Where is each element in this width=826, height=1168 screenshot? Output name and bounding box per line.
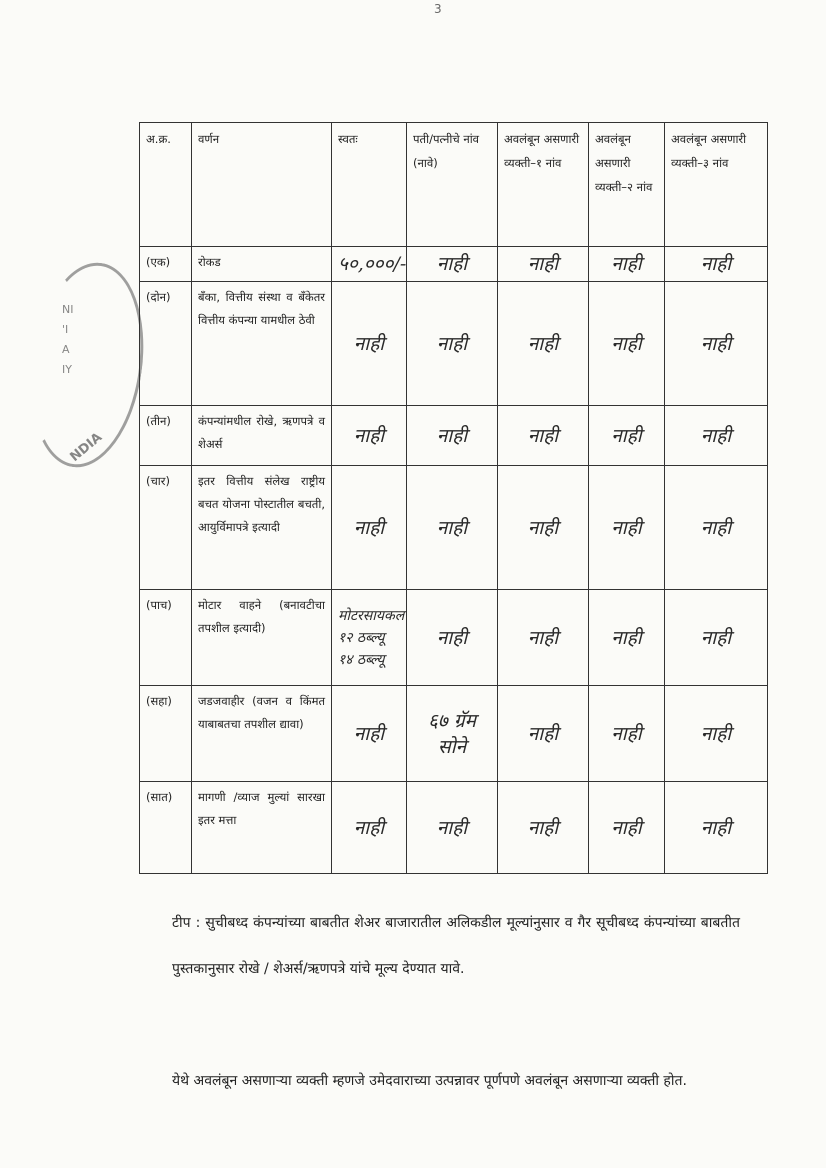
footnote-dependents: येथे अवलंबून असणाऱ्या व्यक्ती म्हणजे उमेदवाराच्या उत्पन्नावर पूर्णपणे अवलंबून असणाऱ्या व्यक्ती होत. xyxy=(172,1073,687,1089)
row-self-value: नाही xyxy=(332,782,407,874)
header-self: स्वतः xyxy=(332,123,407,247)
row-dependent-2-value: नाही xyxy=(589,590,665,686)
row-self-value: नाही xyxy=(332,406,407,466)
row-dependent-3-value: नाही xyxy=(665,247,768,282)
row-description: मोटार वाहने (बनावटीचा तपशील इत्यादी) xyxy=(192,590,332,686)
row-dependent-1-value: नाही xyxy=(498,282,589,406)
table-body xyxy=(140,247,768,874)
row-dependent-2-value: नाही xyxy=(589,282,665,406)
row-dependent-2-value: नाही xyxy=(589,686,665,782)
table-row xyxy=(140,466,768,590)
row-dependent-3-value: नाही xyxy=(665,782,768,874)
table-row xyxy=(140,247,768,282)
table-row xyxy=(140,590,768,686)
stamp-line: 'I xyxy=(62,323,69,336)
table-row xyxy=(140,782,768,874)
row-spouse-value: नाही xyxy=(407,247,498,282)
assets-table xyxy=(139,122,768,874)
row-dependent-1-value: नाही xyxy=(498,406,589,466)
footnote: टीप : सुचीबध्द कंपन्यांच्या बाबतीत शेअर बाजारातील अलिकडील मूल्यांनुसार व गैर सूचीबध्द कंपन्यांच्या बाबतीत पुस्तकानुसार रोखे / शेअर्स/ऋणपत्रे यांचे मूल्य देण्यात यावे. xyxy=(172,915,740,977)
row-dependent-2-value: नाही xyxy=(589,406,665,466)
row-description: रोकड xyxy=(192,247,332,282)
table-header-row xyxy=(140,123,768,247)
stamp-line: IY xyxy=(62,363,72,376)
row-spouse-value: नाही xyxy=(407,782,498,874)
row-dependent-1-value: नाही xyxy=(498,686,589,782)
row-spouse-value: ६७ ग्रॅम सोने xyxy=(407,686,498,782)
row-dependent-1-value: नाही xyxy=(498,590,589,686)
row-dependent-3-value: नाही xyxy=(665,466,768,590)
row-dependent-2-value: नाही xyxy=(589,466,665,590)
row-spouse-value: नाही xyxy=(407,406,498,466)
row-self-value: नाही xyxy=(332,282,407,406)
header-dependent-2: अवलंबून असणारी व्यक्ती–२ नांव xyxy=(589,123,665,247)
header-dependent-1: अवलंबून असणारी व्यक्ती–१ नांव xyxy=(498,123,589,247)
row-dependent-3-value: नाही xyxy=(665,406,768,466)
row-serial: (तीन) xyxy=(140,406,192,466)
row-dependent-1-value: नाही xyxy=(498,466,589,590)
row-dependent-2-value: नाही xyxy=(589,247,665,282)
header-description: वर्णन xyxy=(192,123,332,247)
header-spouse: पती/पत्नीचे नांव (नावे) xyxy=(407,123,498,247)
stamp-line: NI xyxy=(62,303,74,316)
row-spouse-value: नाही xyxy=(407,466,498,590)
row-dependent-3-value: नाही xyxy=(665,590,768,686)
row-serial: (पाच) xyxy=(140,590,192,686)
row-serial: (चार) xyxy=(140,466,192,590)
row-dependent-2-value: नाही xyxy=(589,782,665,874)
row-serial: (एक) xyxy=(140,247,192,282)
row-description: इतर वित्तीय संलेख राष्ट्रीय बचत योजना पोस्टातील बचती, आयुर्विमापत्रे इत्यादी xyxy=(192,466,332,590)
stamp-lines xyxy=(62,300,73,380)
table-row xyxy=(140,282,768,406)
row-spouse-value: नाही xyxy=(407,282,498,406)
table-row xyxy=(140,686,768,782)
row-dependent-3-value: नाही xyxy=(665,686,768,782)
row-description: कंपन्यांमधील रोखे, ऋणपत्रे व शेअर्स xyxy=(192,406,332,466)
header-dependent-3: अवलंबून असणारी व्यक्ती–३ नांव xyxy=(665,123,768,247)
table-row xyxy=(140,406,768,466)
row-description: जडजवाहीर (वजन व किंमत याबाबतचा तपशील द्यावा) xyxy=(192,686,332,782)
row-self-value: नाही xyxy=(332,466,407,590)
row-serial: (दोन) xyxy=(140,282,192,406)
header-serial: अ.क्र. xyxy=(140,123,192,247)
stamp-line: A xyxy=(62,343,70,356)
stamp-footer: NDIA xyxy=(67,429,106,466)
row-description: मागणी /व्याज मुल्यां सारखा इतर मत्ता xyxy=(192,782,332,874)
row-serial: (सहा) xyxy=(140,686,192,782)
row-self-value: मोटरसायकल १२ ठब्ल्यू १४ ठब्ल्यू xyxy=(332,590,407,686)
row-description: बँका, वित्तीय संस्था व बँकेतर वित्तीय कंपन्या यामधील ठेवी xyxy=(192,282,332,406)
row-dependent-1-value: नाही xyxy=(498,782,589,874)
row-self-value: नाही xyxy=(332,686,407,782)
row-self-value: ५०,०००/- xyxy=(332,247,407,282)
row-dependent-1-value: नाही xyxy=(498,247,589,282)
row-serial: (सात) xyxy=(140,782,192,874)
row-dependent-3-value: नाही xyxy=(665,282,768,406)
row-spouse-value: नाही xyxy=(407,590,498,686)
page-number: 3 xyxy=(434,2,442,16)
